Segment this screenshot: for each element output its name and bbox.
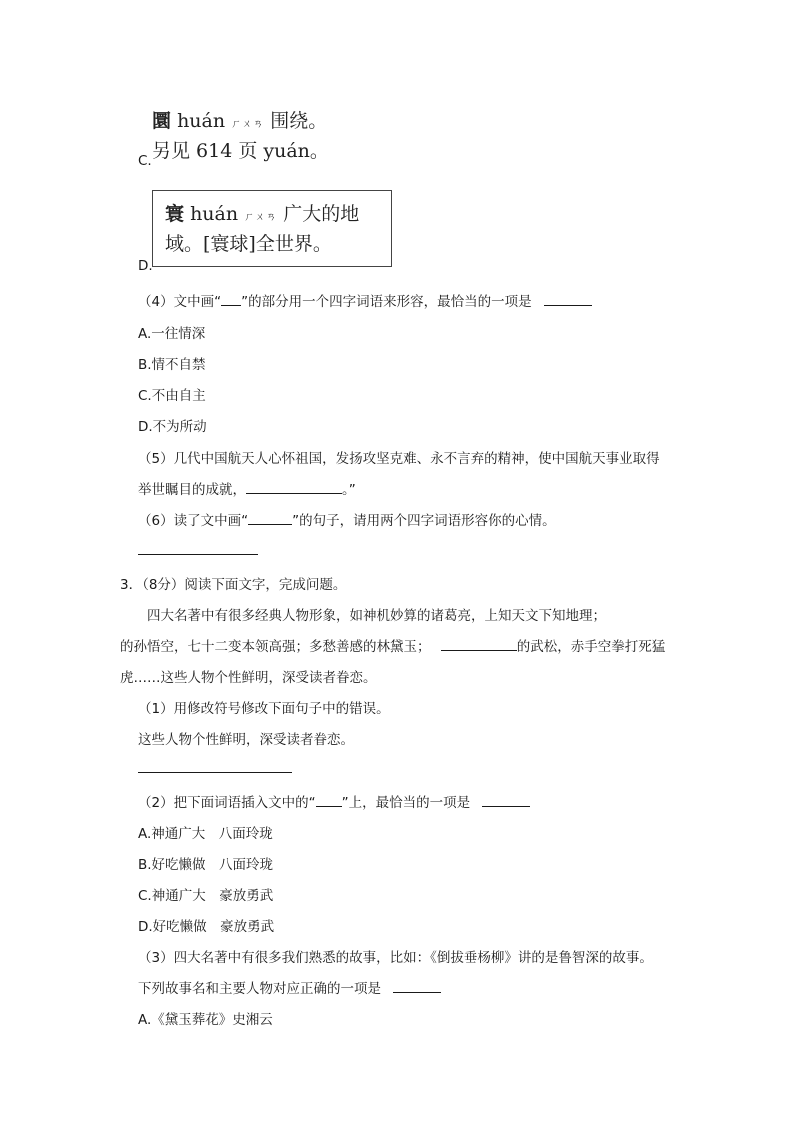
option-d: D.好吃懒做 豪放勇武 [138,919,275,935]
option-c: C.神通广大 豪放勇武 [138,888,274,904]
passage-text: 的武松，赤手空拳打死猛 [516,639,666,655]
question-3-line2 [138,977,441,997]
passage-line: 虎……这些人物个性鲜明，深受读者眷恋。 [120,670,377,686]
answer-blank [393,979,441,993]
option-b: B.好吃懒做 八面玲珑 [138,857,274,873]
option-d-label: D. [138,258,153,274]
question-text: ”的句子，请用两个四字词语形容你的心情。 [292,513,556,529]
question-4-stem [138,290,592,310]
option-c-label: C. [138,153,152,169]
question-text: 。” [342,482,356,498]
question-1-stem: （1）用修改符号修改下面句子中的错误。 [138,701,390,717]
entry-zhuyin: ㄏㄨㄢ [244,212,278,223]
passage-line: 四大名著中有很多经典人物形象，如神机妙算的诸葛亮，上知天文下知地理； [147,608,606,624]
entry-character: 寰 [165,203,185,225]
option-a: A.神通广大 八面玲珑 [138,826,273,842]
option-c-image [152,108,329,164]
answer-blank [544,292,592,306]
answer-line [138,772,292,773]
question-text: ”上，最恰当的一项是 [341,795,471,811]
answer-line [138,554,258,555]
blank [248,511,292,525]
dict-entry-line [152,108,329,138]
entry-definition: 围绕。 [270,110,328,132]
entry-zhuyin: ㄏㄨㄢ [231,119,265,130]
entry-character: 圜 [152,110,172,132]
question-5-line1: （5）几代中国航天人心怀祖国，发扬攻坚克难、永不言弃的精神，使中国航天事业取得 [138,451,660,467]
option-a: A.《黛玉葬花》史湘云 [138,1012,273,1028]
option-a: A.一往情深 [138,326,206,342]
dict-entry-line: 域。[寰球]全世界。 [165,233,332,255]
dict-entry-line: 另见 614 页 yuán。 [152,140,329,162]
option-c: C.不由自主 [138,388,206,404]
section-3-heading: 3．（8分）阅读下面文字，完成问题。 [120,577,347,593]
passage-text: 的孙悟空，七十二变本领高强；多愁善感的林黛玉； [120,639,431,655]
entry-pinyin: huán [190,203,239,225]
question-text: （2）把下面词语插入文中的“ [138,795,316,811]
blank [316,793,342,807]
question-6-stem [138,509,556,529]
question-2-stem [138,791,530,811]
question-3-line1: （3）四大名著中有很多我们熟悉的故事，比如：《倒拔垂杨柳》讲的是鲁智深的故事。 [138,950,653,966]
option-d: D.不为所动 [138,419,207,435]
entry-pinyin: huán [177,110,226,132]
question-5-line2 [138,478,356,498]
blank [221,292,241,306]
option-d-image [152,190,392,267]
question-text: （4）文中画“ [138,294,222,310]
question-text: ”的部分用一个四字词语来形容，最恰当的一项是 [241,294,532,310]
passage-line [120,635,665,655]
answer-blank [246,480,342,494]
answer-blank [482,793,530,807]
question-1-sentence: 这些人物个性鲜明，深受读者眷恋。 [138,732,354,748]
dict-entry-line [165,201,359,231]
entry-definition: 广大的地 [283,203,360,225]
blank [441,637,517,651]
question-text: （6）读了文中画“ [138,513,249,529]
question-text: 举世瞩目的成就， [138,482,246,498]
option-b: B.情不自禁 [138,357,206,373]
question-text: 下列故事名和主要人物对应正确的一项是 [138,981,381,997]
